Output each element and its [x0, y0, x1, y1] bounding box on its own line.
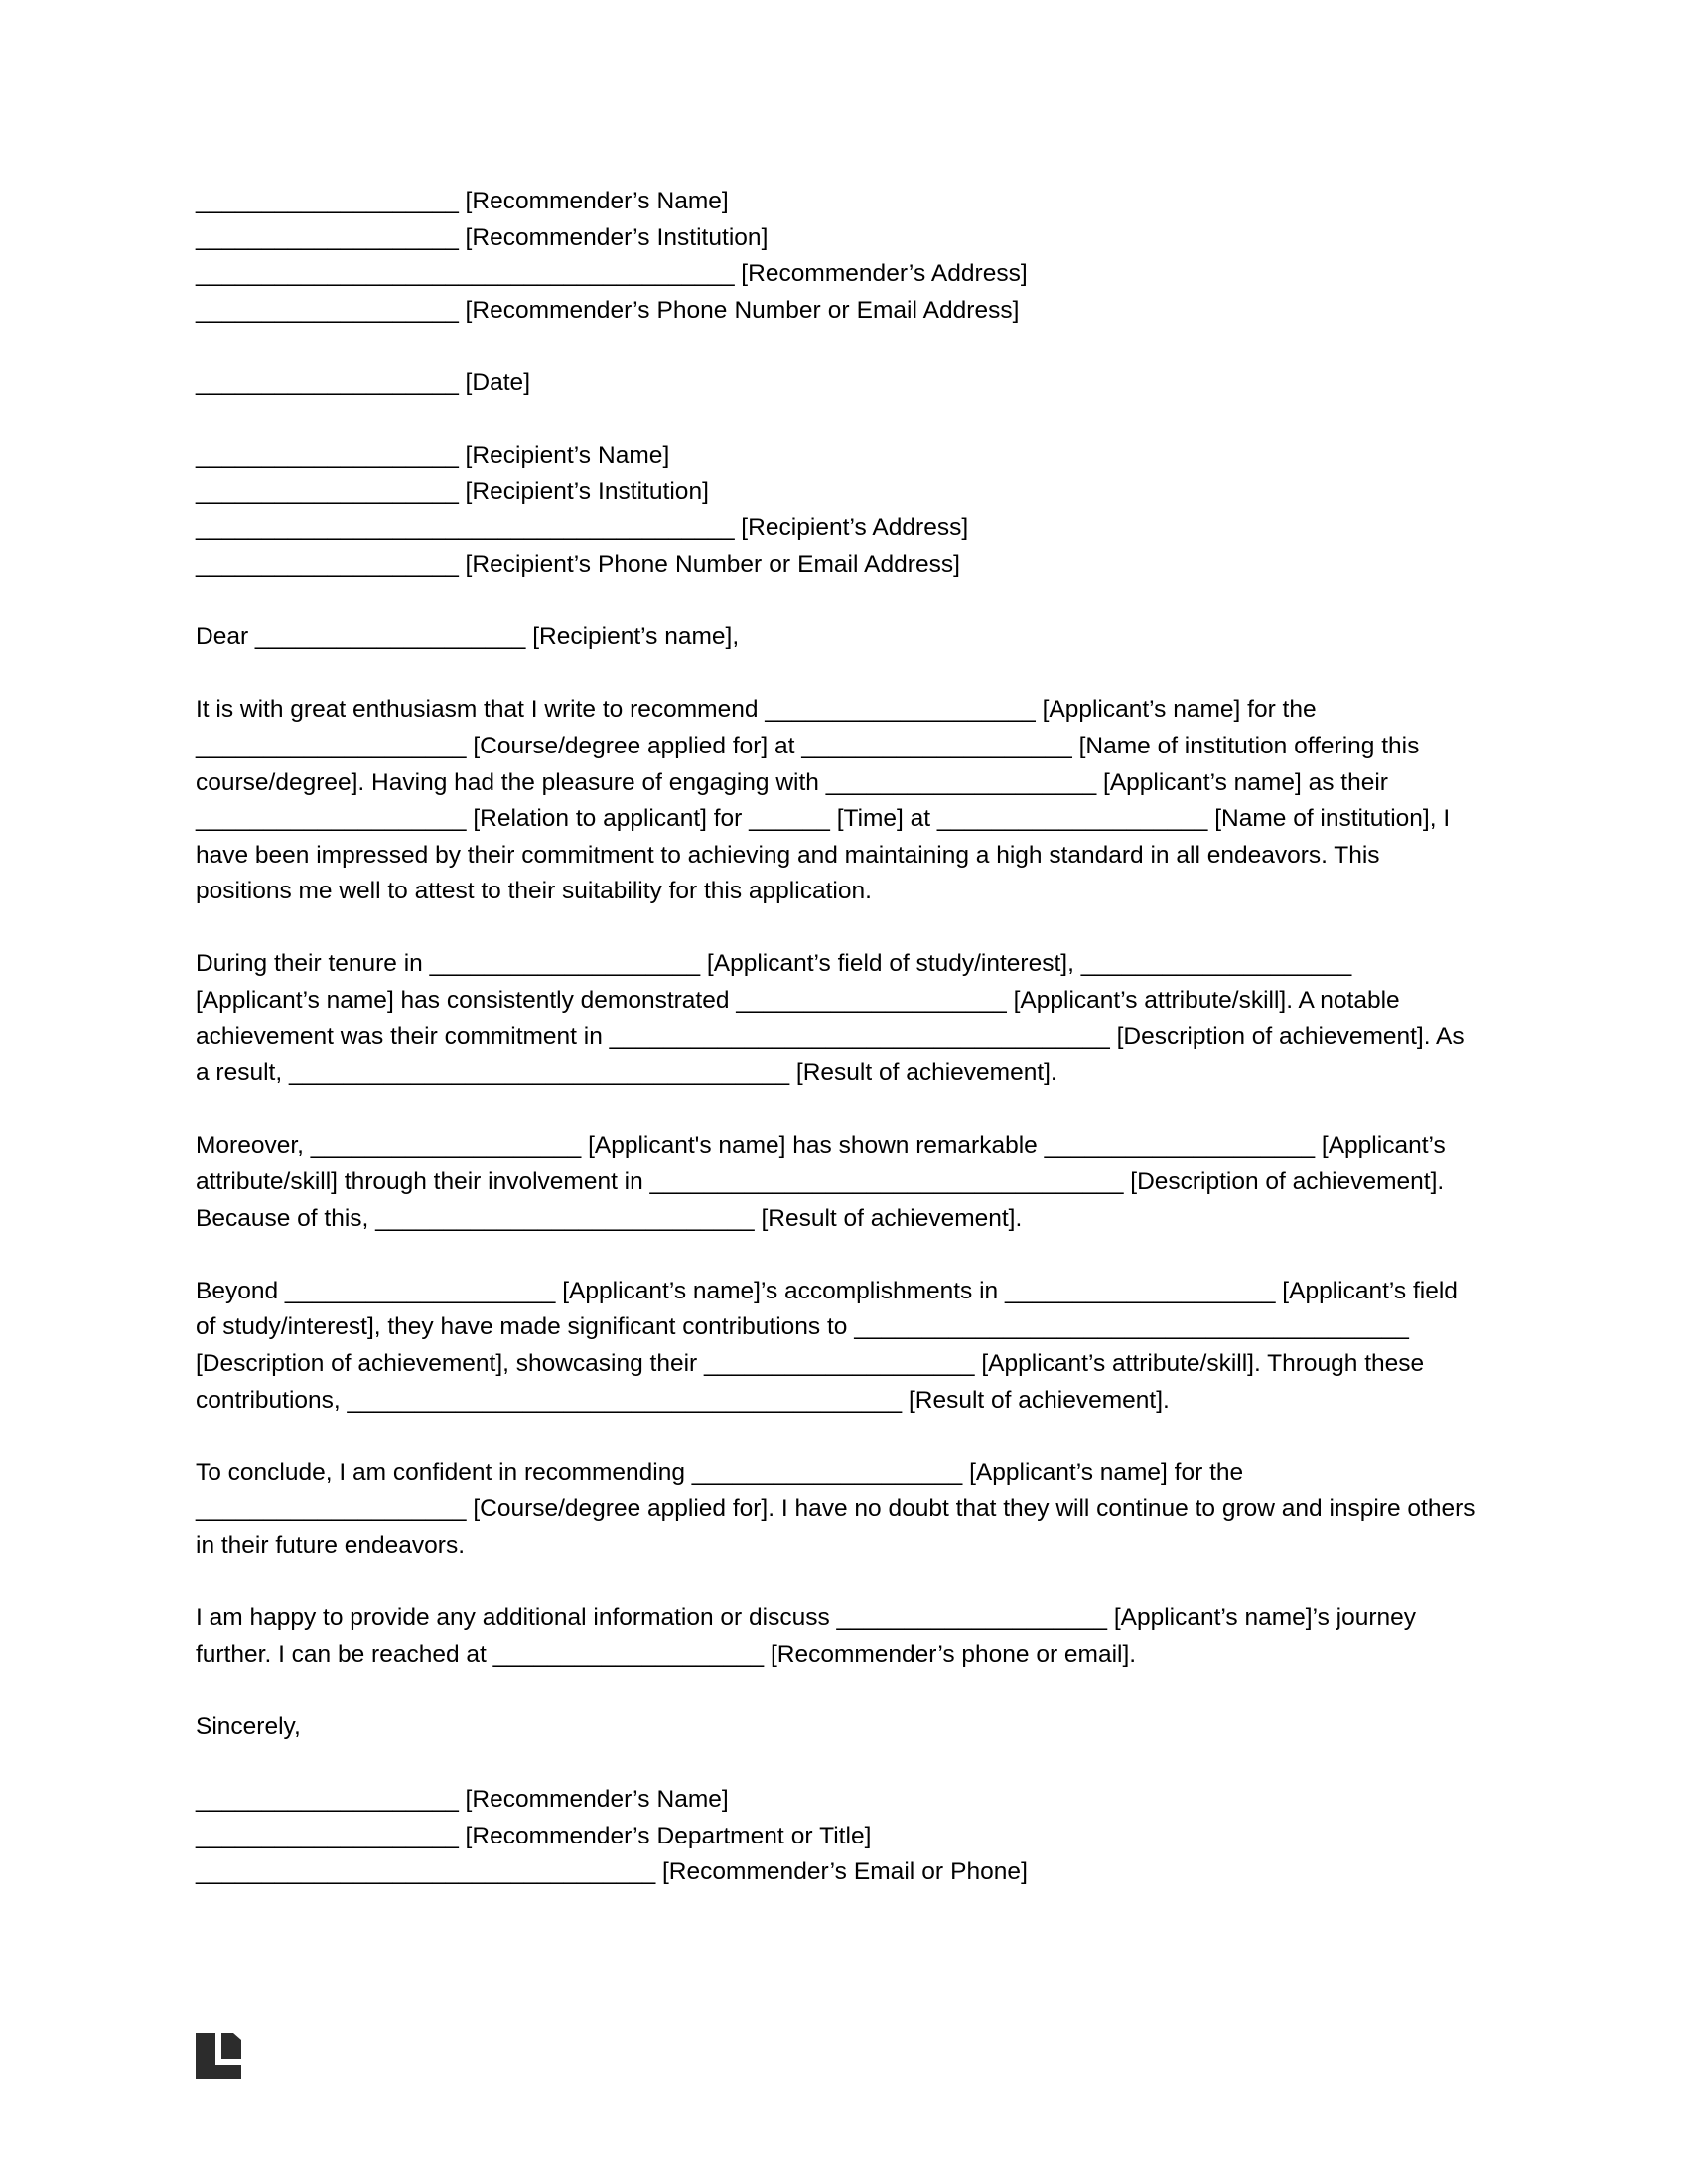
spacer — [196, 584, 1477, 620]
spacer — [196, 1746, 1477, 1783]
signature-title-blank[interactable]: ____________________ — [196, 1822, 459, 1849]
recipient-institution-label: [Recipient’s Institution] — [465, 478, 709, 505]
paragraph-beyond: Beyond ____________________ [Applicant’s name]’s accomplishments in ____________________ [Applicant’s field of study/interest], they have made significant contributions to _________________________________________ [Description of achievement], showcasing their ____________________ [Applicant’s attribute/skill]. Through these contributions, _________________________________________ [Result of achievement]. — [196, 1277, 1458, 1414]
recipient-contact-line — [196, 547, 1477, 584]
recipient-address-label: [Recipient’s Address] — [741, 514, 969, 542]
salutation-line: Dear ____________________ [Recipient’s name], — [196, 623, 740, 651]
recipient-address-line — [196, 510, 1477, 547]
date-label: [Date] — [465, 368, 531, 396]
recommender-name-blank[interactable]: ____________________ — [196, 188, 459, 214]
closing-line: Sincerely, — [196, 1712, 301, 1740]
paragraph-conclude: To conclude, I am confident in recommending ____________________ [Applicant’s name] for the ____________________ [Course/degree applied for]. I have no doubt that they will continue to grow and inspire others in their future endeavors. — [196, 1458, 1476, 1559]
date-line — [196, 365, 1477, 402]
legal-templates-logo-icon — [196, 2033, 241, 2079]
spacer — [196, 329, 1477, 365]
spacer — [196, 1673, 1477, 1709]
recommender-name-label: [Recommender’s Name] — [465, 188, 729, 214]
signature-block — [196, 1782, 1477, 1891]
spacer — [196, 910, 1477, 947]
spacer — [196, 1565, 1477, 1601]
signature-contact-label: [Recommender’s Email or Phone] — [661, 1858, 1028, 1886]
signature-contact-line — [196, 1854, 1477, 1891]
letter-body — [196, 184, 1477, 1891]
recipient-contact-label: [Recipient’s Phone Number or Email Address] — [465, 550, 960, 578]
paragraph-intro: It is with great enthusiasm that I write to recommend ____________________ [Applicant’s name] for the ____________________ [Course/degree applied for] at ____________________ [Name of institution offering this course/degree]. Having had the pleasure of engaging with ____________________ [Applicant’s name] as their ____________________ [Relation to applicant] for ______ [Time] at ____________________ [Name of institution], I have been impressed by their commitment to achieving and maintaining a high standard in all endeavors. This positions me well to attest to their suitability for this application. — [196, 696, 1451, 905]
signature-name-blank[interactable]: ____________________ — [196, 1786, 459, 1814]
spacer — [196, 1419, 1477, 1455]
recommender-name-line — [196, 184, 1477, 220]
signature-title-label: [Recommender’s Department or Title] — [465, 1822, 872, 1849]
signature-contact-blank[interactable]: ___________________________________ — [196, 1858, 655, 1886]
recipient-institution-blank[interactable]: ____________________ — [196, 478, 459, 505]
recommender-institution-blank[interactable]: ____________________ — [196, 223, 459, 251]
date-block — [196, 365, 1477, 402]
spacer — [196, 1237, 1477, 1274]
spacer — [196, 656, 1477, 693]
recipient-header-block — [196, 438, 1477, 583]
recommender-contact-label: [Recommender’s Phone Number or Email Address] — [465, 296, 1020, 324]
recommender-institution-line — [196, 220, 1477, 257]
spacer — [196, 402, 1477, 439]
recipient-address-blank[interactable]: _________________________________________ — [196, 514, 735, 542]
recommender-address-blank[interactable]: _________________________________________ — [196, 260, 735, 288]
signature-name-line — [196, 1782, 1477, 1819]
recipient-contact-blank[interactable]: ____________________ — [196, 550, 459, 578]
recipient-name-label: [Recipient’s Name] — [465, 442, 670, 470]
signature-title-line — [196, 1819, 1477, 1855]
paragraph-tenure: During their tenure in ____________________ [Applicant’s field of study/interest], ____________________ [Applicant’s name] has consistently demonstrated ____________________ [Applicant’s attribute/skill]. A notable achievement was their commitment in _____________________________________ [Description of achievement]. As a result, _____________________________________ [Result of achievement]. — [196, 950, 1465, 1087]
recommender-header-block — [196, 184, 1477, 329]
recipient-name-line — [196, 438, 1477, 475]
recommender-address-line — [196, 256, 1477, 293]
recommender-institution-label: [Recommender’s Institution] — [465, 223, 769, 251]
paragraph-contact: I am happy to provide any additional information or discuss ____________________ [Applicant’s name]’s journey further. I can be reached at ____________________ [Recommender’s phone or email]. — [196, 1604, 1416, 1668]
recipient-name-blank[interactable]: ____________________ — [196, 442, 459, 470]
paragraph-moreover: Moreover, ____________________ [Applicant's name] has shown remarkable ____________________ [Applicant’s attribute/skill] through their involvement in ___________________________________ [Description of achievement]. Because of this, ____________________________ [Result of achievement]. — [196, 1132, 1446, 1232]
recommender-contact-blank[interactable]: ____________________ — [196, 296, 459, 324]
recommender-contact-line — [196, 293, 1477, 330]
signature-name-label: [Recommender’s Name] — [465, 1786, 729, 1814]
recipient-institution-line — [196, 475, 1477, 511]
spacer — [196, 1092, 1477, 1129]
recommender-address-label: [Recommender’s Address] — [741, 260, 1028, 288]
date-blank[interactable]: ____________________ — [196, 368, 459, 396]
